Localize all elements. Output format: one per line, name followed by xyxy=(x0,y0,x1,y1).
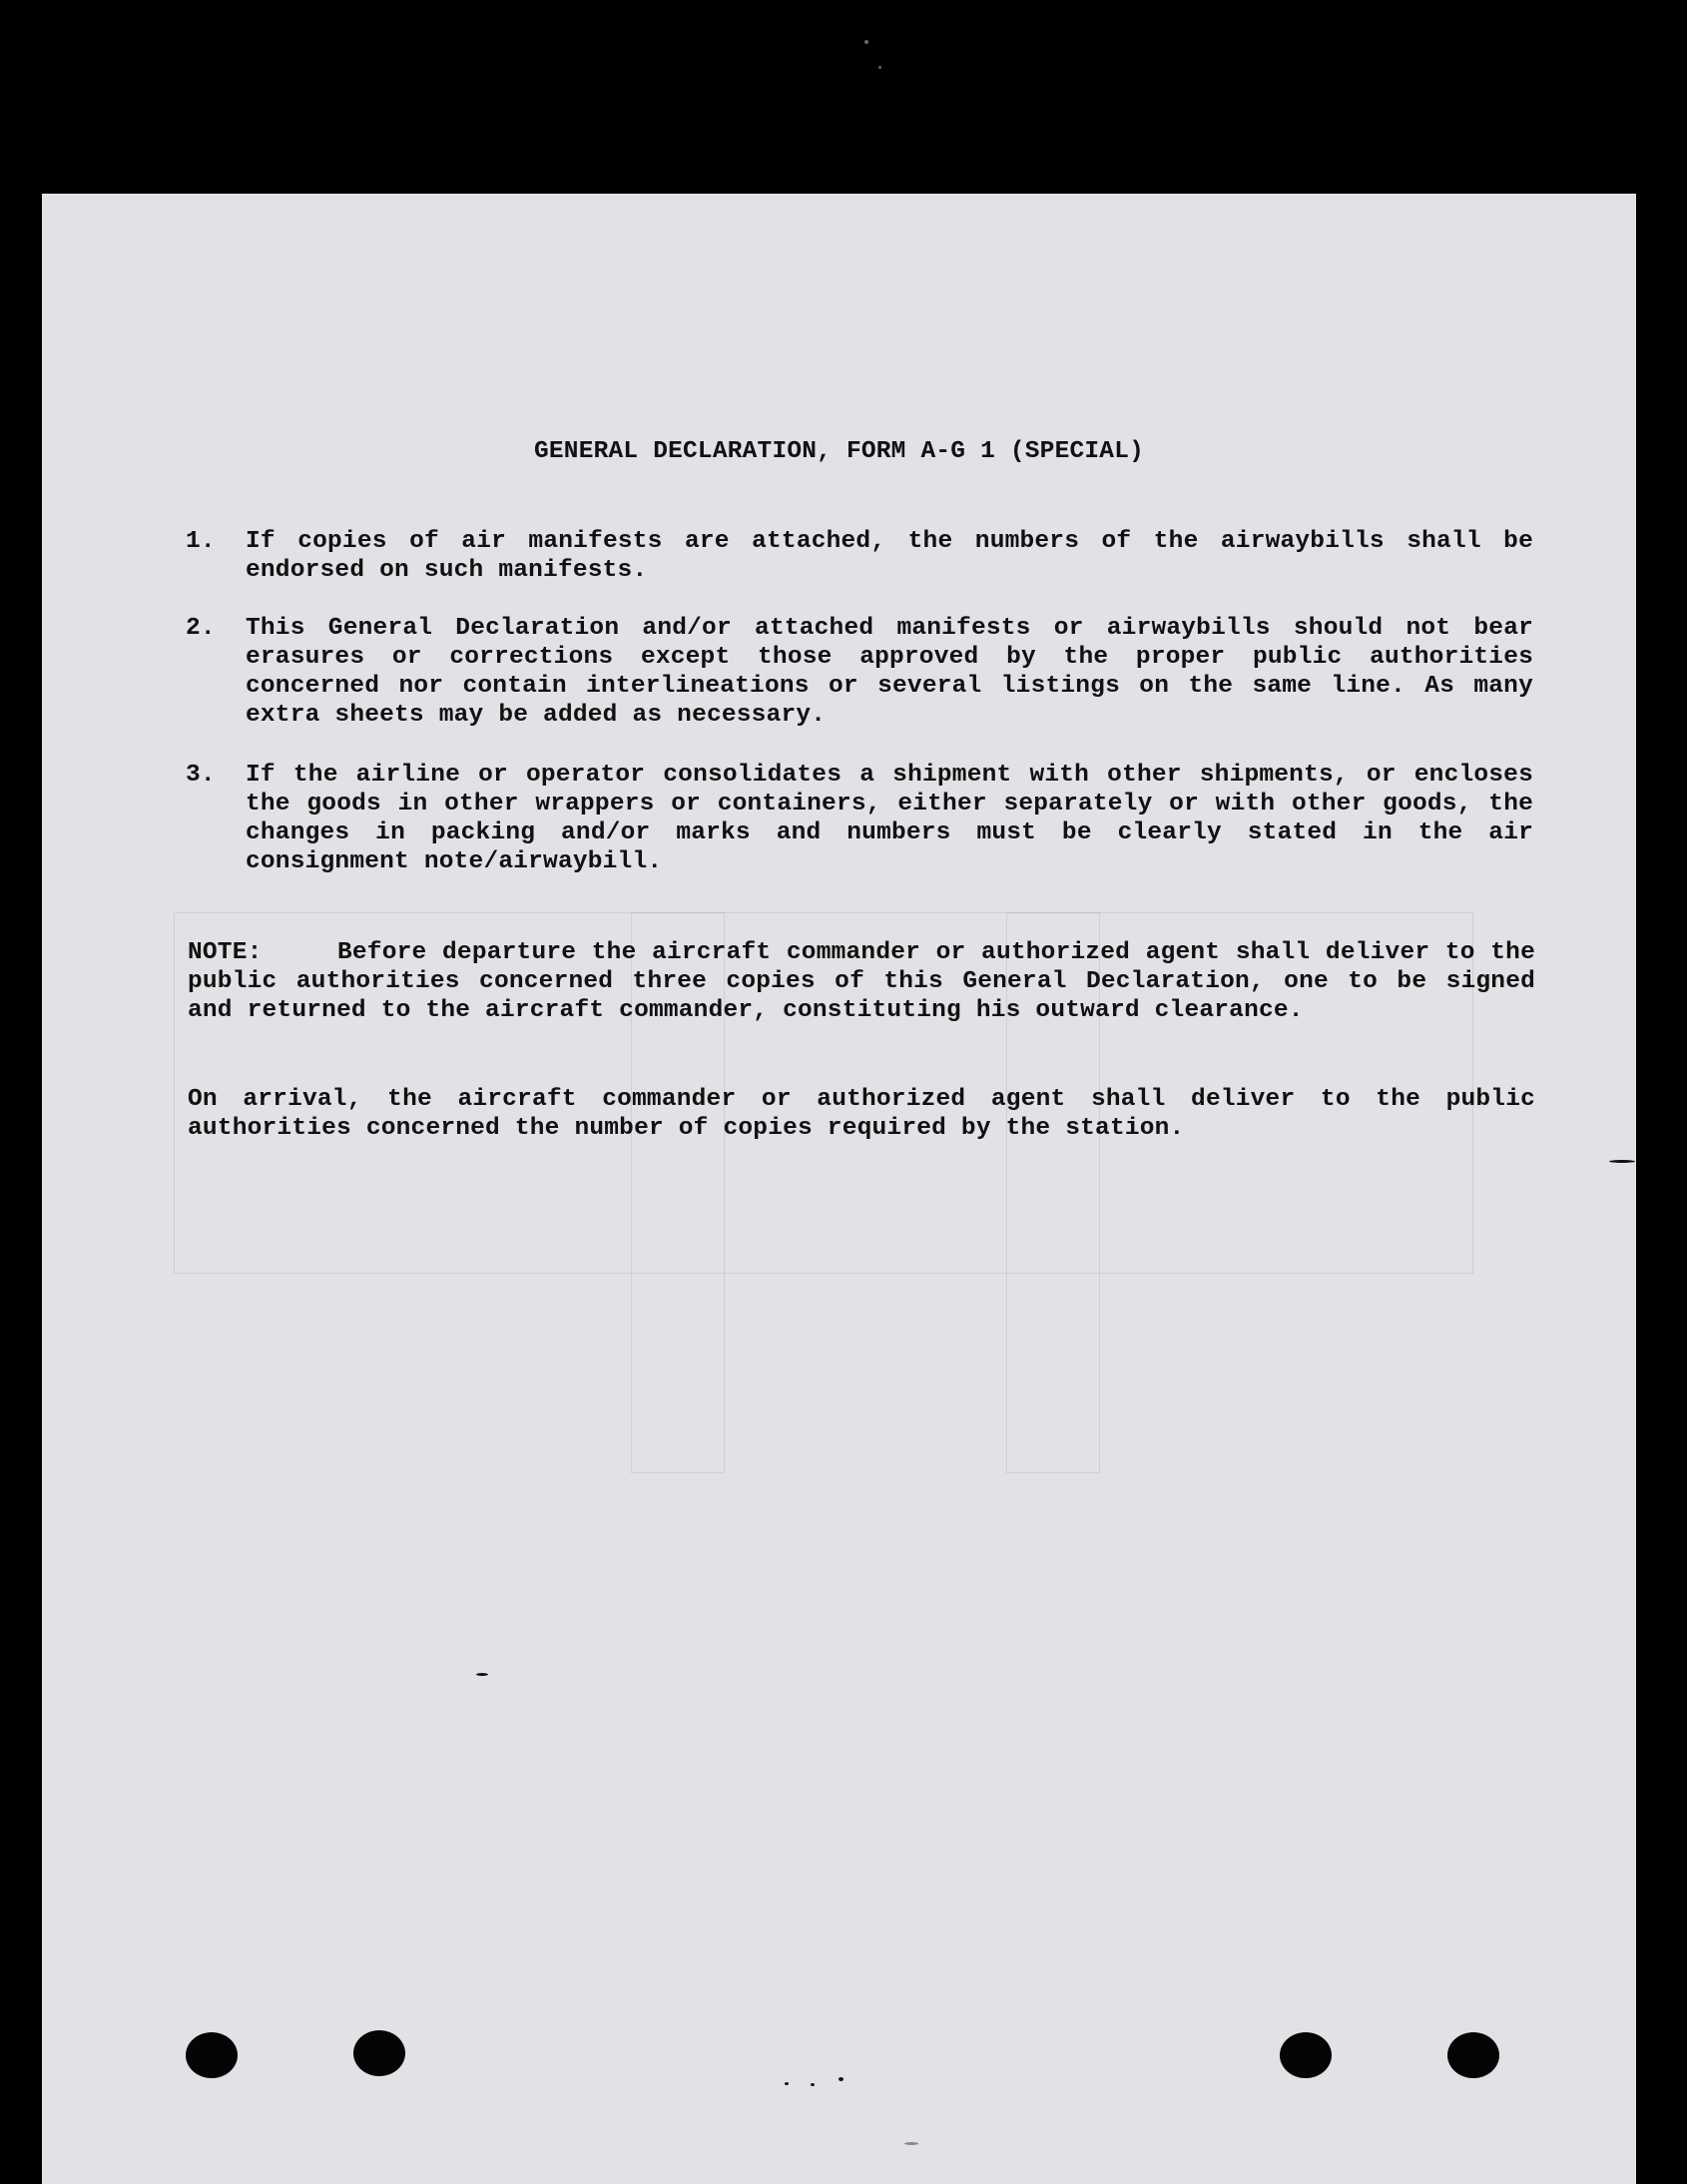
speck-mark xyxy=(476,1673,488,1676)
item-text: This General Declaration and/or attached manifests or airwaybills should not bear erasures or corrections except those approved by the proper public authorities concerned nor contain interlineations or several listings on the same line. As many extra sheets may be added as necessary. xyxy=(246,615,1533,729)
item-text: If copies of air manifests are attached, the numbers of the airwaybills shall be endorsed on such manifests. xyxy=(246,528,1533,584)
speck-mark xyxy=(878,66,881,69)
speck-mark xyxy=(904,2142,918,2145)
list-item xyxy=(186,761,1533,876)
item-number: 2. xyxy=(186,615,216,642)
speck-mark xyxy=(811,2083,815,2086)
speck-mark xyxy=(785,2082,789,2085)
document-title: GENERAL DECLARATION, FORM A-G 1 (SPECIAL) xyxy=(534,438,1144,465)
list-item xyxy=(186,614,1533,730)
item-text: If the airline or operator consolidates a shipment with other shipments, or encloses the goods in other wrappers or containers, either separately or with other goods, the changes in packing and/or marks and numbers must be clearly stated in the air consignment note/airwaybill. xyxy=(246,762,1533,875)
note-text: Before departure the aircraft commander or authorized agent shall deliver to the public authorities concerned three copies of this General Declaration, one to be signed and returned to the aircraft commander, constituting his outward clearance. xyxy=(188,939,1535,1024)
punch-hole xyxy=(1447,2032,1499,2078)
speck-mark xyxy=(1609,1160,1635,1163)
document-page xyxy=(42,194,1636,2184)
item-number: 1. xyxy=(186,528,216,555)
note-label: NOTE: xyxy=(188,939,263,966)
note-paragraph xyxy=(188,938,1535,1025)
punch-hole xyxy=(1280,2032,1332,2078)
punch-hole xyxy=(353,2030,405,2076)
punch-hole xyxy=(186,2032,238,2078)
speck-mark xyxy=(839,2077,844,2081)
item-number: 3. xyxy=(186,762,216,789)
document-content xyxy=(42,194,1636,2184)
arrival-paragraph: On arrival, the aircraft commander or authorized agent shall deliver to the public authorities concerned the number of copies required by the station. xyxy=(188,1086,1535,1142)
speck-mark xyxy=(864,40,868,44)
list-item xyxy=(186,527,1533,585)
